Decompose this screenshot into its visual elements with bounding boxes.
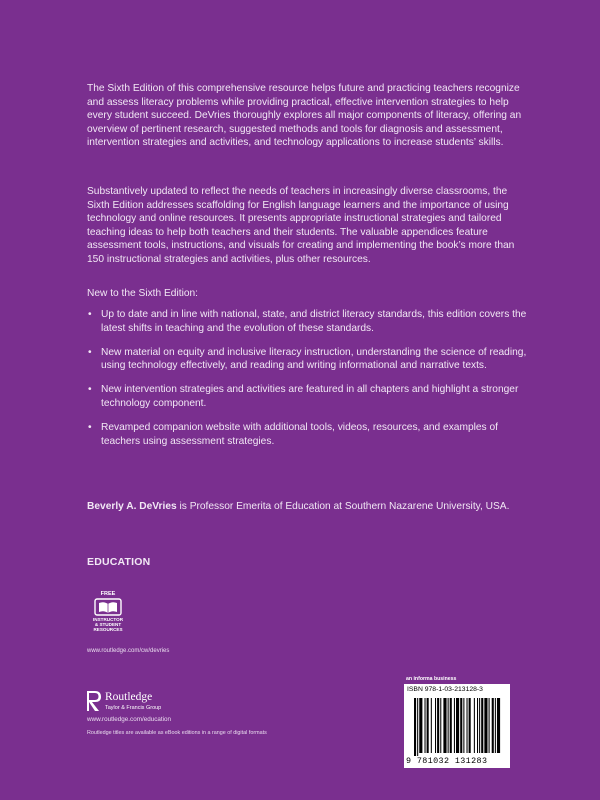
isbn-number: ISBN 978-1-03-213128-3: [407, 686, 483, 693]
subject-category: EDUCATION: [87, 556, 151, 568]
barcode-bar: [469, 698, 471, 753]
ebook-note: Routledge titles are available as eBook editions in a range of digital formats: [87, 730, 267, 736]
barcode-bar: [427, 698, 429, 753]
barcode-bar: [460, 698, 462, 753]
barcode-bar: [467, 698, 468, 753]
bullet-icon: •: [88, 384, 92, 396]
badge-line-2: & STUDENT: [94, 622, 122, 627]
list-item: • New intervention strategies and activities are featured in all chapters and highlight a stronger technology component.: [88, 384, 519, 409]
badge-line-3: RESOURCES: [93, 627, 123, 632]
barcode-digits: 9 781032 131283: [406, 756, 488, 766]
barcode-bar: [443, 698, 446, 753]
barcode: [404, 684, 510, 768]
publisher-website-link[interactable]: www.routledge.com/education: [87, 716, 172, 723]
barcode-bar: [484, 698, 487, 753]
bullet-icon: •: [88, 309, 92, 320]
bullet-icon: •: [88, 346, 92, 358]
list-item: • New material on equity and inclusive literacy instruction, understanding the science of reading, using technology effectively, and reading and writing informational and narrative texts.: [88, 346, 527, 372]
barcode-bar: [497, 698, 500, 753]
companion-website-link[interactable]: www.routledge.com/cw/devries: [87, 648, 170, 654]
list-item: • Up to date and in line with national, state, and district literacy standards, this edition covers the latest shifts in teaching and the evolution of these standards.: [88, 309, 527, 334]
barcode-bar: [489, 698, 490, 753]
publisher-name: Routledge: [105, 691, 153, 703]
barcode-bar: [477, 698, 478, 753]
routledge-logo: [86, 690, 206, 716]
barcode-bar: [492, 698, 494, 753]
routledge-logo-icon: [86, 690, 102, 712]
barcode-bar: [463, 698, 464, 753]
barcode-bar: [414, 698, 416, 756]
barcode-bar: [425, 698, 426, 753]
barcode-bar: [474, 698, 475, 753]
badge-free-label: FREE: [100, 591, 116, 597]
publisher-group: Taylor & Francis Group: [105, 705, 162, 711]
barcode-bar: [440, 698, 441, 753]
author-bio-text: is Professor Emerita of Education at Southern Nazarene University, USA.: [176, 501, 510, 512]
new-edition-heading: New to the Sixth Edition:: [87, 288, 198, 299]
barcode-bar: [448, 698, 449, 753]
barcode-bar: [417, 698, 418, 756]
description-paragraph-1: The Sixth Edition of this comprehensive resource helps future and practicing teachers recognize and assess literacy problems while providing practical, effective intervention strategies to help every student succeed. DeVries thoroughly explores all major components of literacy, offering an overview of pertinent research, suggested methods and tools for diagnosis and assessment, intervention strategies and activities, and technology applications to increase students’ skills.: [87, 83, 522, 149]
barcode-bar: [435, 698, 436, 753]
bullet-icon: •: [88, 422, 92, 434]
barcode-bar: [431, 698, 432, 753]
new-edition-list: [87, 308, 527, 459]
barcode-bar: [450, 698, 452, 753]
author-bio: [87, 500, 527, 514]
description-paragraph-2: Substantively updated to reflect the needs of teachers in increasingly diverse classrooms, the Sixth Edition addresses scaffolding for English language learners and the importance of using technology and online resources. It presents appropriate instructional strategies and tailored teaching ideas to help both teachers and their students. The valuable appendices feature assessment tools, instructions, and visuals for creating and implementing the book’s more than 150 instructional strategies and activities, plus other resources.: [87, 186, 515, 265]
barcode-bar: [454, 698, 455, 753]
badge-line-1: INSTRUCTOR: [92, 617, 124, 622]
informa-label: an informa business: [406, 676, 457, 682]
barcode-bar: [481, 698, 483, 753]
free-resources-badge[interactable]: [84, 588, 132, 644]
author-name: Beverly A. DeVries: [87, 501, 177, 512]
barcode-bar: [437, 698, 439, 753]
list-item: • Revamped companion website with additional tools, videos, resources, and examples of teachers using assessment strategies.: [88, 422, 498, 447]
barcode-bar: [456, 698, 459, 753]
barcode-bar: [479, 698, 480, 753]
barcode-bar: [419, 698, 422, 753]
barcode-bar: [495, 698, 496, 753]
book-icon: [94, 598, 122, 616]
